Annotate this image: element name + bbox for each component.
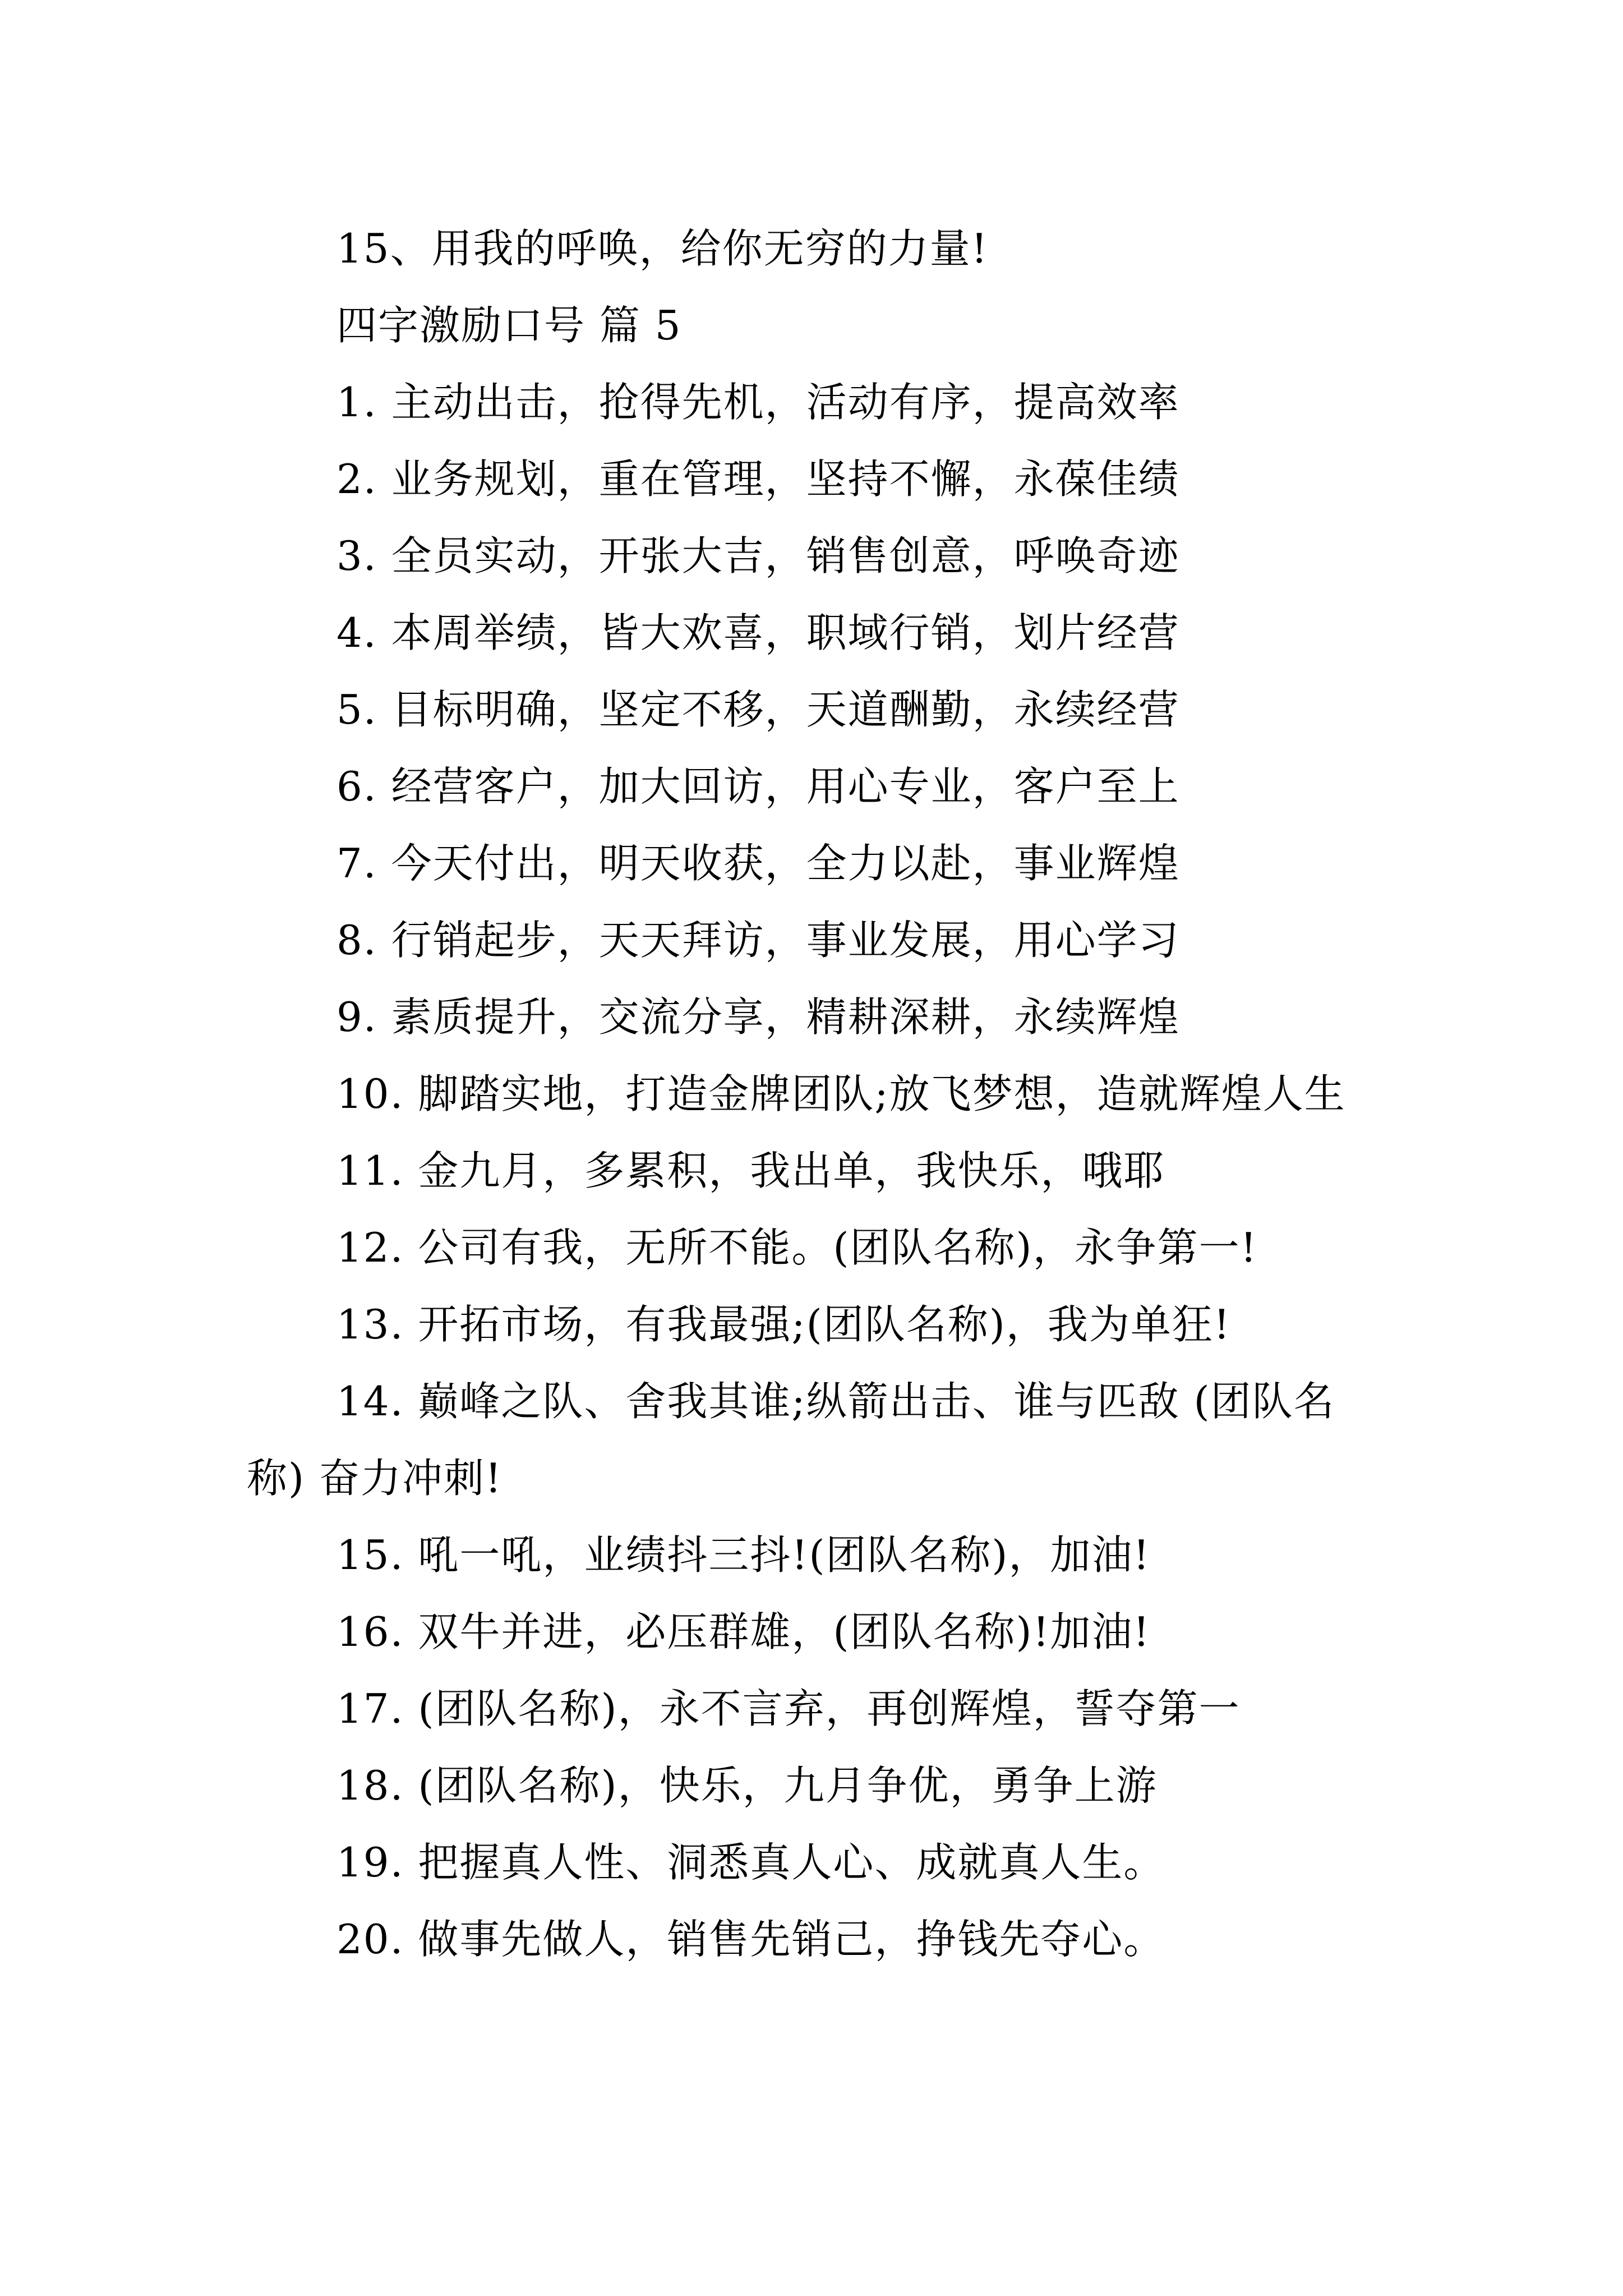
section-heading: 四字激励口号 篇 5 [336,302,682,349]
slogan-item: 8. 行销起步，天天拜访，事业发展，用心学习 [336,917,1180,964]
slogan-item: 9. 素质提升，交流分享，精耕深耕，永续辉煌 [336,993,1180,1041]
slogan-item: 16. 双牛并进，必压群雄，(团队名称)!加油! [336,1608,1151,1655]
paragraph: 15、用我的呼唤，给你无穷的力量! [336,225,989,272]
slogan-item: 15. 吼一吼，业绩抖三抖!(团队名称)，加油! [336,1531,1151,1579]
document-body [247,210,1385,1978]
slogan-item: 4. 本周举绩，皆大欢喜，职域行销，划片经营 [336,609,1180,656]
slogan-item: 1. 主动出击，抢得先机，活动有序，提高效率 [336,379,1180,426]
slogan-item: 5. 目标明确，坚定不移，天道酬勤，永续经营 [336,686,1180,733]
slogan-item: 18. (团队名称)，快乐，九月争优，勇争上游 [336,1762,1158,1809]
slogan-item: 7. 今天付出，明天收获，全力以赴，事业辉煌 [336,840,1180,887]
slogan-item: 20. 做事先做人，销售先销己，挣钱先夺心。 [336,1916,1165,1963]
slogan-item: 19. 把握真人性、洞悉真人心、成就真人生。 [336,1839,1165,1886]
slogan-item: 13. 开拓市场，有我最强;(团队名称)，我为单狂! [336,1301,1231,1348]
slogan-item: 3. 全员实动，开张大吉，销售创意，呼唤奇迹 [336,532,1180,579]
slogan-item: 6. 经营客户，加大回访，用心专业，客户至上 [336,763,1180,810]
slogan-item: 14. 巅峰之队、舍我其谁;纵箭出击、谁与匹敌 (团队名称) 奋力冲刺! [247,1378,1335,1502]
slogan-item: 11. 金九月，多累积，我出单，我快乐，哦耶 [336,1147,1165,1194]
slogan-item: 17. (团队名称)，永不言弃，再创辉煌，誓夺第一 [336,1685,1241,1732]
slogan-item: 12. 公司有我，无所不能。(团队名称)，永争第一! [336,1224,1258,1271]
slogan-item: 10. 脚踏实地，打造金牌团队;放飞梦想，造就辉煌人生 [336,1070,1346,1117]
slogan-item: 2. 业务规划，重在管理，坚持不懈，永葆佳绩 [336,455,1180,503]
